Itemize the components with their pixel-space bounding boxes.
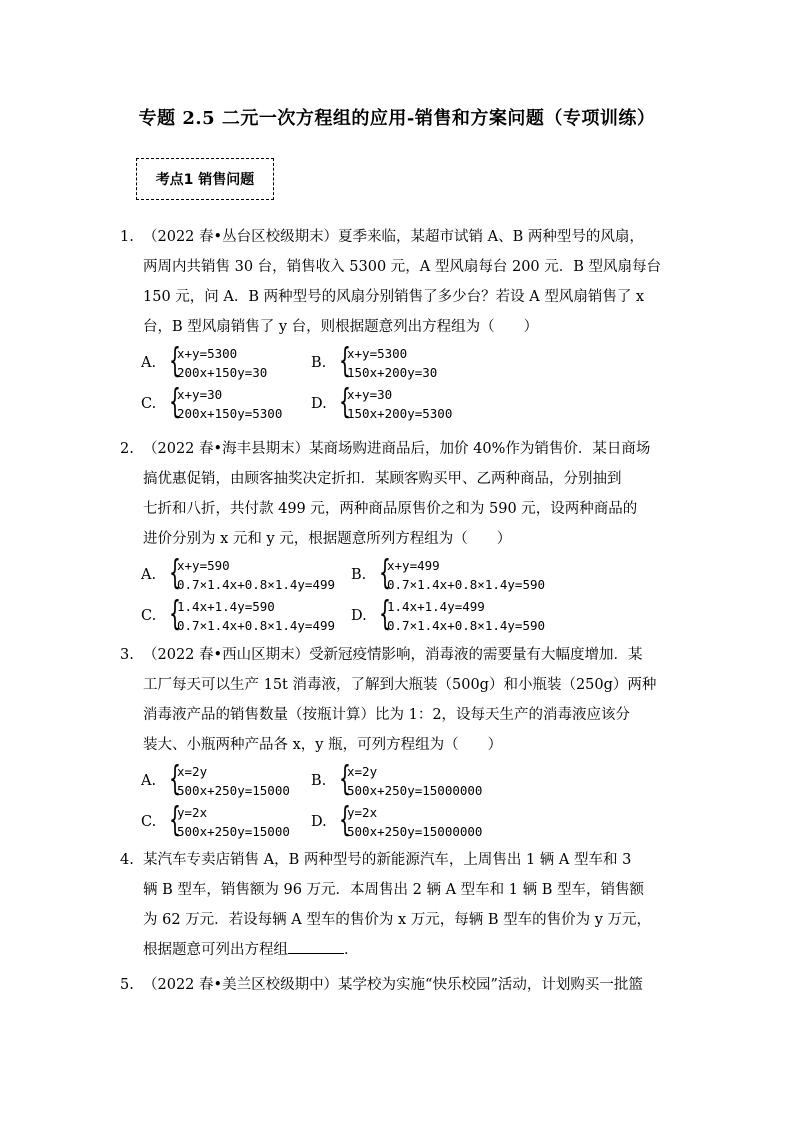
question-text: 辆 B 型车，销售额为 96 万元．本周售出 2 辆 A 型车和 1 辆 B 型车，销售额 — [143, 882, 644, 898]
equation: 1.4x+1.4y=499 — [387, 598, 485, 614]
equation: x+y=499 — [387, 557, 440, 573]
equation: 500x+250y=15000000 — [347, 782, 483, 798]
brace-icon: { — [339, 802, 351, 840]
option-a[interactable] — [141, 556, 351, 594]
question-number: 5. — [120, 977, 134, 993]
brace-icon: { — [169, 802, 181, 840]
brace-icon: { — [379, 596, 391, 634]
option-b[interactable] — [311, 344, 481, 382]
equation-system — [347, 385, 452, 423]
answer-blank[interactable] — [288, 939, 344, 954]
option-label: D. — [351, 607, 367, 624]
option-b[interactable] — [311, 762, 521, 800]
equation: x+y=5300 — [177, 345, 238, 361]
option-b[interactable] — [351, 556, 561, 594]
option-c[interactable] — [141, 385, 311, 423]
question-text: 七折和八折，共付款 499 元，两种商品原售价之和为 590 元，设两种商品的 — [143, 501, 638, 517]
brace-icon: { — [169, 761, 181, 799]
option-c[interactable] — [141, 803, 311, 841]
equation: 500x+250y=15000 — [177, 782, 290, 798]
question-text: 根据题意可列出方程组 — [143, 942, 288, 958]
option-label: D. — [311, 395, 327, 412]
equation: 200x+150y=5300 — [177, 405, 283, 421]
question-text: 某汽车专卖店销售 A，B 两种型号的新能源汽车，上周售出 1 辆 A 型车和 3 — [143, 852, 632, 868]
equation-system — [177, 344, 267, 382]
option-d[interactable] — [311, 803, 521, 841]
brace-icon: { — [169, 384, 181, 422]
brace-icon: { — [169, 343, 181, 381]
question-text: 工厂每天可以生产 15t 消毒液，了解到大瓶装（500g）和小瓶装（250g）两种 — [143, 677, 657, 693]
question-1 — [120, 222, 690, 424]
question-5 — [120, 970, 690, 1000]
question-4 — [120, 845, 690, 965]
option-label: B. — [311, 772, 327, 789]
option-label: D. — [311, 813, 327, 830]
question-text: 150 元，问 A．B 两种型号的风扇分别销售了多少台？若设 A 型风扇销售了 x — [143, 289, 645, 305]
question-text: 消毒液产品的销售数量（按瓶计算）比为 1：2，设每天生产的消毒液应该分 — [143, 707, 631, 723]
question-text: 进价分别为 x 元和 y 元，根据题意所列方程组为（ ） — [143, 531, 512, 547]
section-heading: 考点1 销售问题 — [136, 158, 274, 200]
equation: x=2y — [177, 763, 208, 779]
equation: x+y=5300 — [347, 345, 408, 361]
equation: y=2x — [347, 804, 378, 820]
equation: 150x+200y=5300 — [347, 405, 453, 421]
equation-system — [387, 556, 545, 594]
equation: x+y=30 — [347, 386, 393, 402]
brace-icon: { — [169, 555, 181, 593]
question-text: 装大、小瓶两种产品各 x，y 瓶，可列方程组为（ ） — [143, 737, 503, 753]
equation: 0.7×1.4x+0.8×1.4y=590 — [387, 617, 546, 633]
brace-icon: { — [379, 555, 391, 593]
question-text: 为 62 万元．若设每辆 A 型车的售价为 x 万元，每辆 B 型车的售价为 y 万元， — [143, 912, 652, 928]
equation: 500x+250y=15000 — [177, 823, 290, 839]
equation: y=2x — [177, 804, 208, 820]
question-text: （2022 春•美兰区校级期中）某学校为实施“快乐校园”活动，计划购买一批篮 — [143, 977, 643, 993]
option-a[interactable] — [141, 344, 311, 382]
brace-icon: { — [339, 761, 351, 799]
option-label: B. — [311, 354, 327, 371]
equation: 0.7×1.4x+0.8×1.4y=499 — [177, 576, 336, 592]
option-label: C. — [141, 395, 157, 412]
option-label: C. — [141, 813, 157, 830]
question-text: 搞优惠促销，由顾客抽奖决定折扣．某顾客购买甲、乙两种商品，分别抽到 — [143, 471, 622, 487]
page-title: 专题 2.5 二元一次方程组的应用-销售和方案问题（专项训练） — [138, 108, 656, 129]
question-text: （2022 春•海丰县期末）某商场购进商品后，加价 40%作为销售价．某日商场 — [143, 441, 651, 457]
brace-icon: { — [169, 596, 181, 634]
question-number: 1. — [120, 229, 134, 245]
question-text: 两周内共销售 30 台，销售收入 5300 元，A 型风扇每台 200 元．B 型风扇每台 — [143, 259, 662, 275]
brace-icon: { — [339, 384, 351, 422]
option-label: C. — [141, 607, 157, 624]
brace-icon: { — [339, 343, 351, 381]
option-label: A. — [141, 772, 157, 789]
equation-system — [347, 762, 482, 800]
equation: x=2y — [347, 763, 378, 779]
equation: 0.7×1.4x+0.8×1.4y=499 — [177, 617, 336, 633]
equation-system — [177, 556, 335, 594]
question-number: 2. — [120, 441, 134, 457]
equation: 500x+250y=15000000 — [347, 823, 483, 839]
question-tail: ． — [344, 942, 359, 958]
equation-system — [177, 803, 290, 841]
equation-system — [177, 385, 282, 423]
question-text: 台，B 型风扇销售了 y 台，则根据题意列出方程组为（ ） — [143, 319, 539, 335]
equation-system — [347, 344, 437, 382]
option-a[interactable] — [141, 762, 311, 800]
question-2 — [120, 434, 690, 636]
equation: 150x+200y=30 — [347, 364, 438, 380]
option-d[interactable] — [351, 597, 561, 635]
equation-system — [387, 597, 545, 635]
equation: 0.7×1.4x+0.8×1.4y=590 — [387, 576, 546, 592]
equation-system — [177, 762, 290, 800]
option-label: B. — [351, 566, 367, 583]
question-3 — [120, 640, 690, 842]
question-number: 4. — [120, 852, 134, 868]
option-d[interactable] — [311, 385, 481, 423]
equation: 1.4x+1.4y=590 — [177, 598, 275, 614]
option-label: A. — [141, 566, 157, 583]
option-c[interactable] — [141, 597, 351, 635]
equation-system — [177, 597, 335, 635]
equation: x+y=30 — [177, 386, 223, 402]
equation: x+y=590 — [177, 557, 230, 573]
question-number: 3. — [120, 647, 134, 663]
question-text: （2022 春•丛台区校级期末）夏季来临，某超市试销 A、B 两种型号的风扇， — [143, 229, 644, 245]
question-text: （2022 春•西山区期末）受新冠疫情影响，消毒液的需要量有大幅度增加．某 — [143, 647, 643, 663]
equation: 200x+150y=30 — [177, 364, 268, 380]
option-label: A. — [141, 354, 157, 371]
equation-system — [347, 803, 482, 841]
